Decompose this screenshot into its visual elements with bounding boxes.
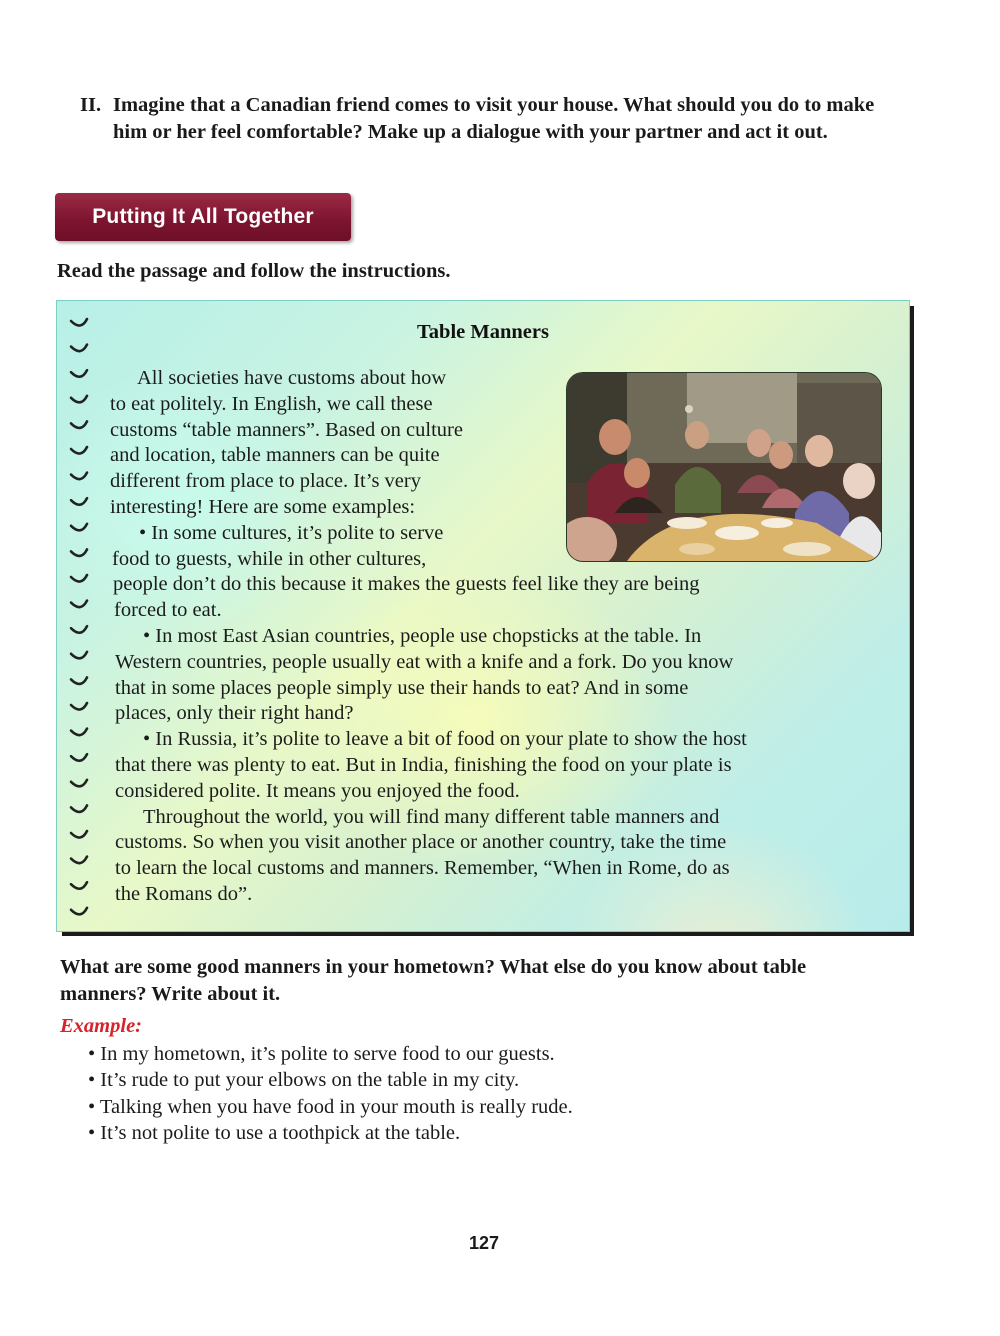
binder-ring-icon <box>71 447 87 454</box>
binder-ring-icon <box>71 780 87 787</box>
passage-line: Throughout the world, you will find many different table manners and <box>143 805 720 828</box>
passage-line: food to guests, while in other cultures, <box>112 547 427 570</box>
example-label: Example: <box>60 1015 142 1037</box>
binder-ring-icon <box>71 805 87 812</box>
binder-ring-icon <box>71 345 87 352</box>
passage-line: interesting! Here are some examples: <box>110 496 416 518</box>
passage-box <box>56 300 910 932</box>
binder-ring-icon <box>71 831 87 838</box>
passage-line: • In Russia, it’s polite to leave a bit of food on your plate to show the host <box>143 728 747 751</box>
passage-title: Table Manners <box>417 321 549 343</box>
binder-ring-icon <box>71 575 87 582</box>
binder-ring-icon <box>71 857 87 864</box>
binder-ring-icon <box>71 396 87 403</box>
example-item: • It’s not polite to use a toothpick at the table. <box>88 1122 461 1145</box>
dinner-party-photo <box>567 373 881 561</box>
task-instruction <box>80 92 900 146</box>
passage-line: that in some places people simply use their hands to eat? And in some <box>115 676 689 699</box>
binder-ring-icon <box>71 754 87 761</box>
section-title: Putting It All Together <box>55 193 351 241</box>
page-number: 127 <box>468 1233 500 1253</box>
task-text: Imagine that a Canadian friend comes to visit your house. What should you do to make him or her feel comfortable? Make up a dialogue with your partner and act it out. <box>113 94 875 143</box>
binder-ring-icon <box>71 652 87 659</box>
binder-ring-icon <box>71 677 87 684</box>
binder-ring-icon <box>71 729 87 736</box>
binder-ring-icon <box>71 549 87 556</box>
passage-line: different from place to place. It’s very <box>110 470 421 493</box>
passage-line: Western countries, people usually eat with a knife and a fork. Do you know <box>115 650 734 673</box>
writing-question: What are some good manners in your hometown? What else do you know about table manners? Write about it. <box>60 956 807 1005</box>
passage-line: customs “table manners”. Based on culture <box>110 418 463 441</box>
binder-ring-icon <box>71 626 87 633</box>
passage-line: • In most East Asian countries, people use chopsticks at the table. In <box>143 625 702 647</box>
binder-ring-icon <box>71 601 87 608</box>
binder-ring-icon <box>71 882 87 889</box>
binder-ring-icon <box>71 908 87 915</box>
passage-line: that there was plenty to eat. But in India, finishing the food on your plate is <box>115 754 732 776</box>
binder-ring-icon <box>71 421 87 428</box>
binder-ring-icon <box>71 473 87 480</box>
passage-line: people don’t do this because it makes the guests feel like they are being <box>113 573 700 596</box>
binder-ring-icon <box>71 524 87 531</box>
passage-line: the Romans do”. <box>115 883 253 905</box>
passage-line: customs. So when you visit another place or another country, take the time <box>115 831 727 854</box>
instructions: Read the passage and follow the instructions. <box>57 260 451 282</box>
binder-ring-icon <box>71 498 87 505</box>
passage-line: places, only their right hand? <box>115 702 354 725</box>
binder-ring-icon <box>71 370 87 377</box>
example-item: • In my hometown, it’s polite to serve food to our guests. <box>88 1043 555 1065</box>
passage-line: to eat politely. In English, we call these <box>110 392 433 415</box>
binder-ring-icon <box>63 313 93 923</box>
passage-line: considered polite. It means you enjoyed the food. <box>115 779 520 802</box>
passage-line: and location, table manners can be quite <box>110 444 440 467</box>
passage-line: to learn the local customs and manners. Remember, “When in Rome, do as <box>115 857 730 880</box>
example-item: • It’s rude to put your elbows on the table in my city. <box>88 1069 520 1092</box>
passage-line: • In some cultures, it’s polite to serve <box>139 521 444 544</box>
binder-ring-icon <box>71 703 87 710</box>
task-number: II. <box>80 94 102 116</box>
example-list <box>88 1041 573 1147</box>
example-item: • Talking when you have food in your mouth is really rude. <box>88 1095 573 1118</box>
passage-line: forced to eat. <box>114 599 222 622</box>
passage-line: All societies have customs about how <box>137 367 447 389</box>
